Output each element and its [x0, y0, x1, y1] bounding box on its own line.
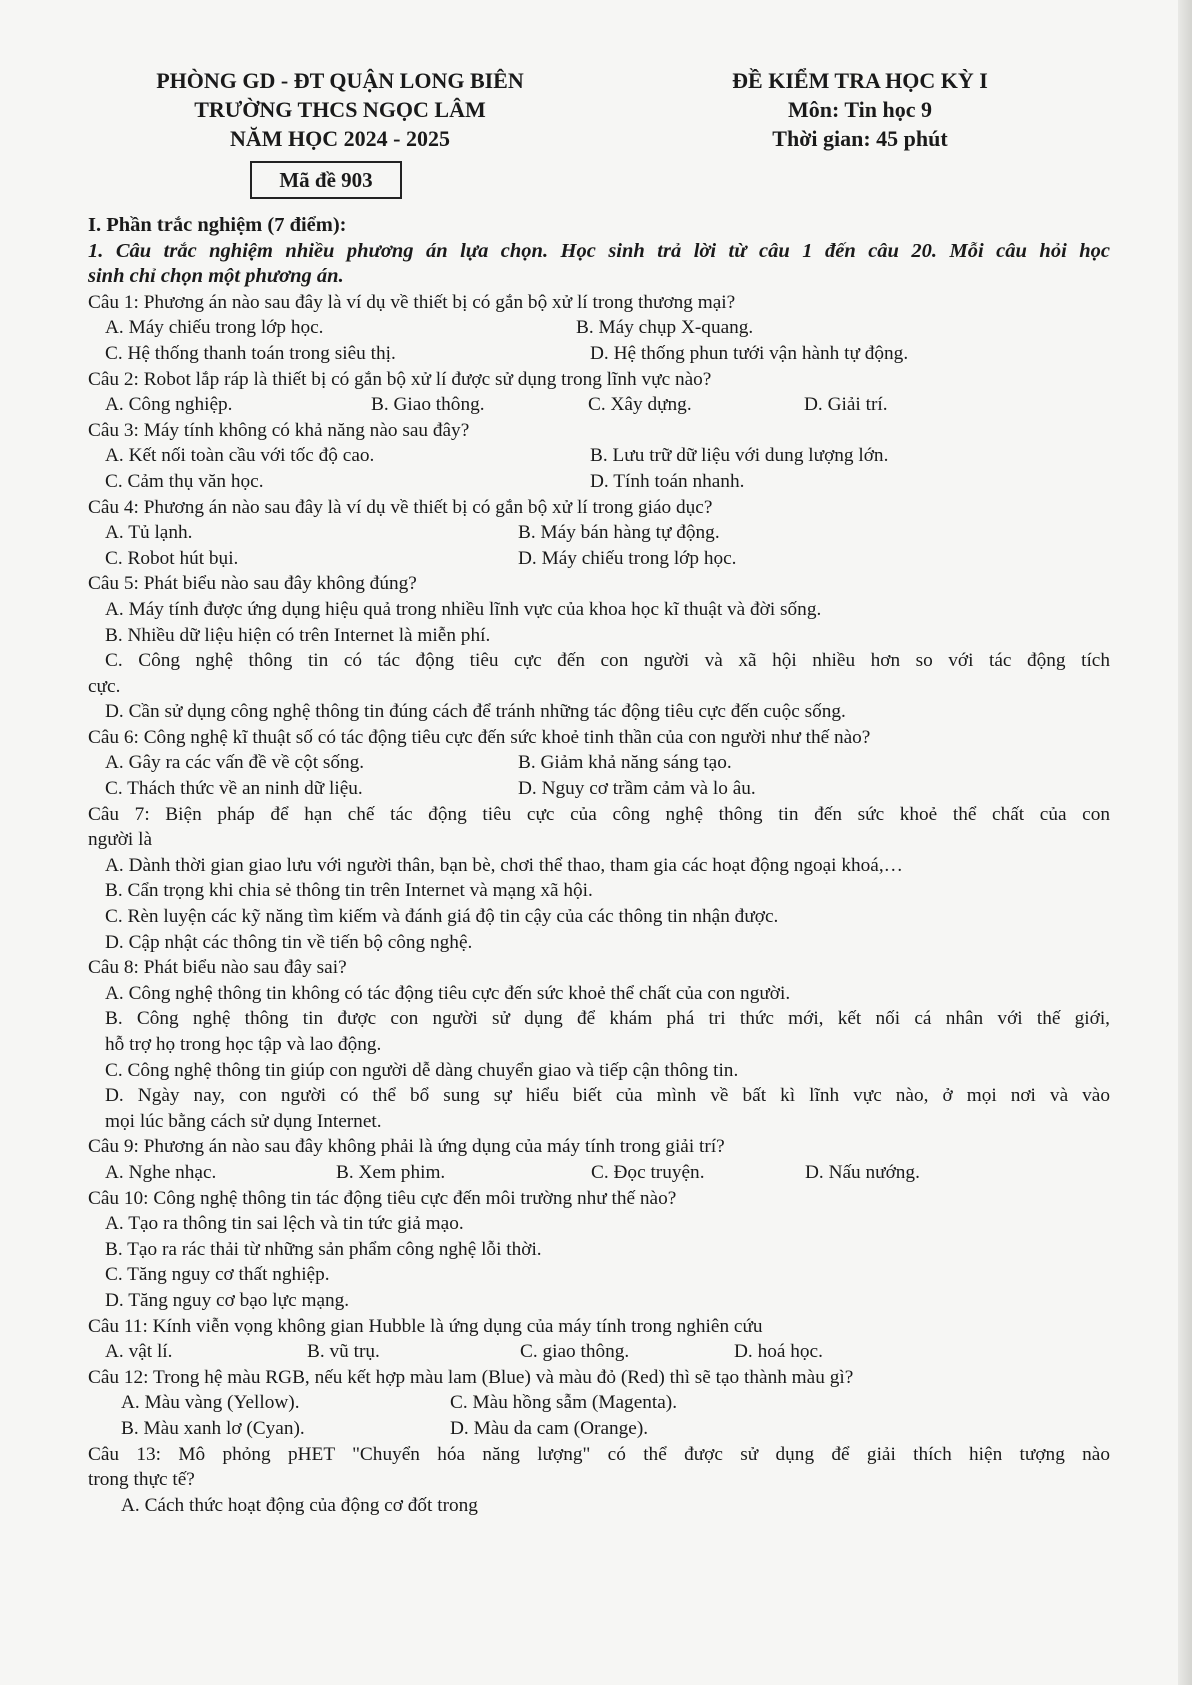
section-title: I. Phần trắc nghiệm (7 điểm): [88, 214, 347, 236]
question-5: Câu 5: Phát biểu nào sau đây không đúng? [88, 573, 417, 595]
school-name: TRƯỜNG THCS NGỌC LÂM [194, 97, 486, 122]
question-4-options-row-2 [88, 546, 1110, 572]
option-6a: A. Gây ra các vấn đề về cột sống. [105, 752, 365, 774]
school-header [130, 66, 550, 153]
option-4a: A. Tủ lạnh. [105, 522, 193, 544]
question-12: Câu 12: Trong hệ màu RGB, nếu kết hợp màu lam (Blue) và màu đỏ (Red) thì sẽ tạo thành màu gì? [88, 1366, 854, 1388]
option-8a: A. Công nghệ thông tin không có tác động tiêu cực đến sức khoẻ thể chất của con người. [105, 982, 791, 1004]
instruction-line-2: sinh chỉ chọn một phương án. [88, 265, 344, 288]
question-4: Câu 4: Phương án nào sau đây là ví dụ về thiết bị có gắn bộ xử lí trong giáo dục? [88, 496, 713, 518]
exam-title: ĐỀ KIỂM TRA HỌC KỲ I [732, 68, 988, 93]
option-10d: D. Tăng nguy cơ bạo lực mạng. [105, 1289, 350, 1311]
exam-duration: Thời gian: 45 phút [772, 126, 948, 151]
exam-header [700, 66, 1020, 153]
option-2c: C. Xây dựng. [588, 394, 692, 416]
exam-subject: Môn: Tin học 9 [787, 97, 933, 122]
question-6: Câu 6: Công nghệ kĩ thuật số có tác động tiêu cực đến sức khoẻ tinh thần của con người như thế nào? [88, 726, 871, 748]
option-3c: C. Cảm thụ văn học. [105, 470, 264, 492]
option-8c: C. Công nghệ thông tin giúp con người dễ dàng chuyển giao và tiếp cận thông tin. [105, 1059, 739, 1081]
question-8: Câu 8: Phát biểu nào sau đây sai? [88, 957, 347, 979]
question-1-options-row-1 [88, 315, 1110, 341]
option-5d: D. Cần sử dụng công nghệ thông tin đúng cách để tránh những tác động tiêu cực đến cuộc sống. [105, 701, 846, 723]
question-6-options-row-1 [88, 750, 1110, 776]
option-11d: D. hoá học. [734, 1341, 823, 1363]
option-9b: B. Xem phim. [336, 1161, 446, 1183]
option-2d: D. Giải trí. [804, 394, 888, 416]
question-3-options-row-1 [88, 443, 1110, 469]
option-11c: C. giao thông. [520, 1341, 630, 1363]
option-4d: D. Máy chiếu trong lớp học. [518, 547, 737, 569]
option-12d: D. Màu da cam (Orange). [450, 1417, 649, 1439]
question-11: Câu 11: Kính viễn vọng không gian Hubble là ứng dụng của máy tính trong nghiên cứu [88, 1315, 763, 1337]
department-name: PHÒNG GD - ĐT QUẬN LONG BIÊN [156, 68, 524, 93]
option-1a: A. Máy chiếu trong lớp học. [105, 317, 324, 339]
question-9: Câu 9: Phương án nào sau đây không phải là ứng dụng của máy tính trong giải trí? [88, 1136, 725, 1158]
question-1-options-row-2 [88, 341, 1110, 367]
option-3b: B. Lưu trữ dữ liệu với dung lượng lớn. [590, 445, 889, 467]
option-12b: B. Màu xanh lơ (Cyan). [121, 1417, 305, 1439]
question-13-line-1: Câu 13: Mô phỏng pHET "Chuyển hóa năng lượng" có thể được sử dụng để giải thích hiện tượng nào [88, 1443, 1110, 1465]
option-11b: B. vũ trụ. [307, 1341, 380, 1363]
option-7d: D. Cập nhật các thông tin về tiến bộ công nghệ. [105, 931, 473, 953]
option-8d-line-2: mọi lúc bằng cách sử dụng Internet. [105, 1110, 382, 1132]
option-11a: A. vật lí. [105, 1341, 173, 1363]
option-5b: B. Nhiều dữ liệu hiện có trên Internet là miễn phí. [105, 624, 491, 646]
option-1d: D. Hệ thống phun tưới vận hành tự động. [590, 342, 909, 364]
option-9c: C. Đọc truyện. [591, 1161, 705, 1183]
question-3-options-row-2 [88, 469, 1110, 495]
option-9a: A. Nghe nhạc. [105, 1161, 217, 1183]
option-9d: D. Nấu nướng. [805, 1161, 920, 1183]
option-7b: B. Cẩn trọng khi chia sẻ thông tin trên Internet và mạng xã hội. [105, 880, 593, 902]
page-edge-shadow [1178, 0, 1192, 1685]
option-10a: A. Tạo ra thông tin sai lệch và tin tức giả mạo. [105, 1213, 464, 1235]
option-5c-line-2: cực. [88, 675, 121, 697]
question-7-line-2: người là [88, 829, 153, 851]
option-7a: A. Dành thời gian giao lưu với người thân, bạn bè, chơi thể thao, tham gia các hoạt động ngoại khoá,… [105, 854, 903, 876]
option-6d: D. Nguy cơ trầm cảm và lo âu. [518, 778, 756, 800]
question-6-options-row-2 [88, 776, 1110, 802]
option-1c: C. Hệ thống thanh toán trong siêu thị. [105, 342, 396, 364]
option-13a: A. Cách thức hoạt động của động cơ đốt trong [121, 1494, 478, 1516]
option-3a: A. Kết nối toàn cầu với tốc độ cao. [105, 445, 375, 467]
question-12-options-row-2 [88, 1416, 1110, 1442]
option-3d: D. Tính toán nhanh. [590, 470, 745, 492]
instruction-line-1: 1. Câu trắc nghiệm nhiều phương án lựa chọn. Học sinh trả lời từ câu 1 đến câu 20. Mỗi câu hỏi học [88, 239, 1110, 262]
option-5a: A. Máy tính được ứng dụng hiệu quả trong nhiều lĩnh vực của khoa học kĩ thuật và đời sống. [105, 598, 822, 620]
option-4c: C. Robot hút bụi. [105, 547, 239, 569]
question-13-line-2: trong thực tế? [88, 1469, 195, 1491]
question-11-options [88, 1339, 1110, 1365]
option-8b-line-1: B. Công nghệ thông tin được con người sử dụng để khám phá tri thức mới, kết nối cá nhân với thế giới, [105, 1008, 1110, 1030]
question-4-options-row-1 [88, 520, 1110, 546]
option-10c: C. Tăng nguy cơ thất nghiệp. [105, 1264, 330, 1286]
option-12a: A. Màu vàng (Yellow). [121, 1392, 300, 1414]
option-8b-line-2: hỗ trợ họ trong học tập và lao động. [105, 1034, 382, 1055]
option-2a: A. Công nghiệp. [105, 394, 233, 416]
option-2b: B. Giao thông. [371, 394, 485, 416]
option-4b: B. Máy bán hàng tự động. [518, 522, 720, 544]
question-9-options [88, 1160, 1110, 1186]
exam-body [88, 213, 1110, 1518]
option-12c: C. Màu hồng sẫm (Magenta). [450, 1392, 678, 1414]
option-6c: C. Thách thức về an ninh dữ liệu. [105, 778, 363, 800]
option-10b: B. Tạo ra rác thải từ những sản phẩm công nghệ lỗi thời. [105, 1238, 542, 1260]
option-1b: B. Máy chụp X-quang. [576, 317, 754, 339]
question-7-line-1: Câu 7: Biện pháp để hạn chế tác động tiêu cực của công nghệ thông tin đến sức khoẻ thể chất của con [88, 803, 1110, 825]
option-8d-line-1: D. Ngày nay, con người có thể bổ sung sự hiểu biết của mình về bất kì lĩnh vực nào, ở mọi nơi và vào [105, 1085, 1110, 1107]
school-year: NĂM HỌC 2024 - 2025 [230, 126, 450, 151]
question-2-options [88, 392, 1110, 418]
question-1: Câu 1: Phương án nào sau đây là ví dụ về thiết bị có gắn bộ xử lí trong thương mại? [88, 291, 736, 313]
option-7c: C. Rèn luyện các kỹ năng tìm kiếm và đánh giá độ tin cậy của các thông tin nhận được. [105, 906, 779, 928]
question-3: Câu 3: Máy tính không có khả năng nào sau đây? [88, 419, 470, 441]
question-12-options-row-1 [88, 1390, 1110, 1416]
question-10: Câu 10: Công nghệ thông tin tác động tiêu cực đến môi trường như thế nào? [88, 1187, 677, 1209]
option-6b: B. Giảm khả năng sáng tạo. [518, 752, 732, 774]
exam-code-box: Mã đề 903 [250, 161, 402, 199]
option-5c-line-1: C. Công nghệ thông tin có tác động tiêu cực đến con người và xã hội nhiều hơn so với tác động tích [105, 650, 1110, 672]
question-2: Câu 2: Robot lắp ráp là thiết bị có gắn bộ xử lí được sử dụng trong lĩnh vực nào? [88, 368, 712, 390]
